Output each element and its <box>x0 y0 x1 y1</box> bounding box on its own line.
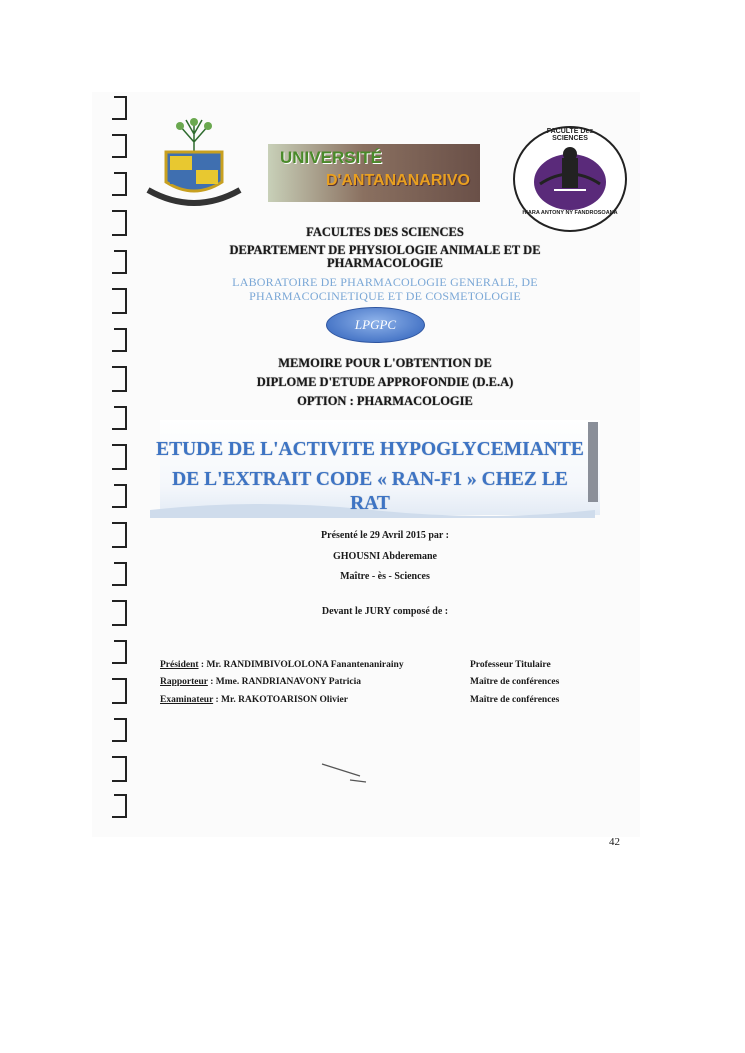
jury-role: Examinateur <box>160 695 214 705</box>
department-line1: DEPARTEMENT DE PHYSIOLOGIE ANIMALE ET DE <box>229 243 541 257</box>
memoire-line1: MEMOIRE POUR L'OBTENTION DE <box>278 356 492 370</box>
jury-rank: Maître de conférences <box>470 677 560 687</box>
thesis-title-line2: DE L'EXTRAIT CODE « RAN-F1 » CHEZ LE RAT <box>172 469 568 514</box>
memoire-line3: OPTION : PHARMACOLOGIE <box>297 394 473 408</box>
author-degree: Maître - ès - Sciences <box>340 571 430 582</box>
jury-role: Président <box>160 660 199 670</box>
jury-row <box>160 660 580 674</box>
jury-intro: Devant le JURY composé de : <box>321 606 449 617</box>
page-number: 42 <box>609 836 620 848</box>
spiral-binding <box>100 95 140 825</box>
jury-role: Rapporteur <box>160 677 208 687</box>
lab-acronym-badge: LPGPC <box>326 307 425 343</box>
jury-row <box>160 677 580 691</box>
university-crest-logo <box>140 112 248 212</box>
scan-mark <box>320 760 370 784</box>
author-name: GHOUSNI Abderemane <box>333 551 437 562</box>
university-word: UNIVERSITÉ <box>280 148 383 167</box>
jury-member-name: : Mr. RANDIMBIVOLOLONA Fanantenanirainy <box>200 660 404 670</box>
seal-text-top: FACULTE Des SCIENCES <box>546 128 594 142</box>
jury-member-name: : Mme. RANDRIANAVONY Patricia <box>210 677 361 687</box>
jury-member-name: : Mr. RAKOTOARISON Olivier <box>215 695 348 705</box>
laboratory-line2: PHARMACOCINETIQUE ET DE COSMETOLOGIE <box>249 289 521 303</box>
university-name-logo <box>268 144 480 202</box>
jury-rank: Maître de conférences <box>470 695 560 705</box>
department-line2: PHARMACOLOGIE <box>327 256 443 270</box>
jury-row <box>160 695 580 709</box>
thesis-title-line1: ETUDE DE L'ACTIVITE HYPOGLYCEMIANTE <box>156 439 584 460</box>
laboratory-line1: LABORATOIRE DE PHARMACOLOGIE GENERALE, DE <box>232 275 538 289</box>
antananarivo-word: D'ANTANANARIVO <box>326 172 470 189</box>
seal-text-bottom: HIARA ANTONY NY FANDROSOANA <box>522 210 618 216</box>
faculty-name: FACULTES DES SCIENCES <box>306 225 464 239</box>
memoire-line2: DIPLOME D'ETUDE APPROFONDIE (D.E.A) <box>256 375 514 389</box>
presented-date: Présenté le 29 Avril 2015 par : <box>321 530 449 541</box>
jury-rank: Professeur Titulaire <box>470 660 551 670</box>
